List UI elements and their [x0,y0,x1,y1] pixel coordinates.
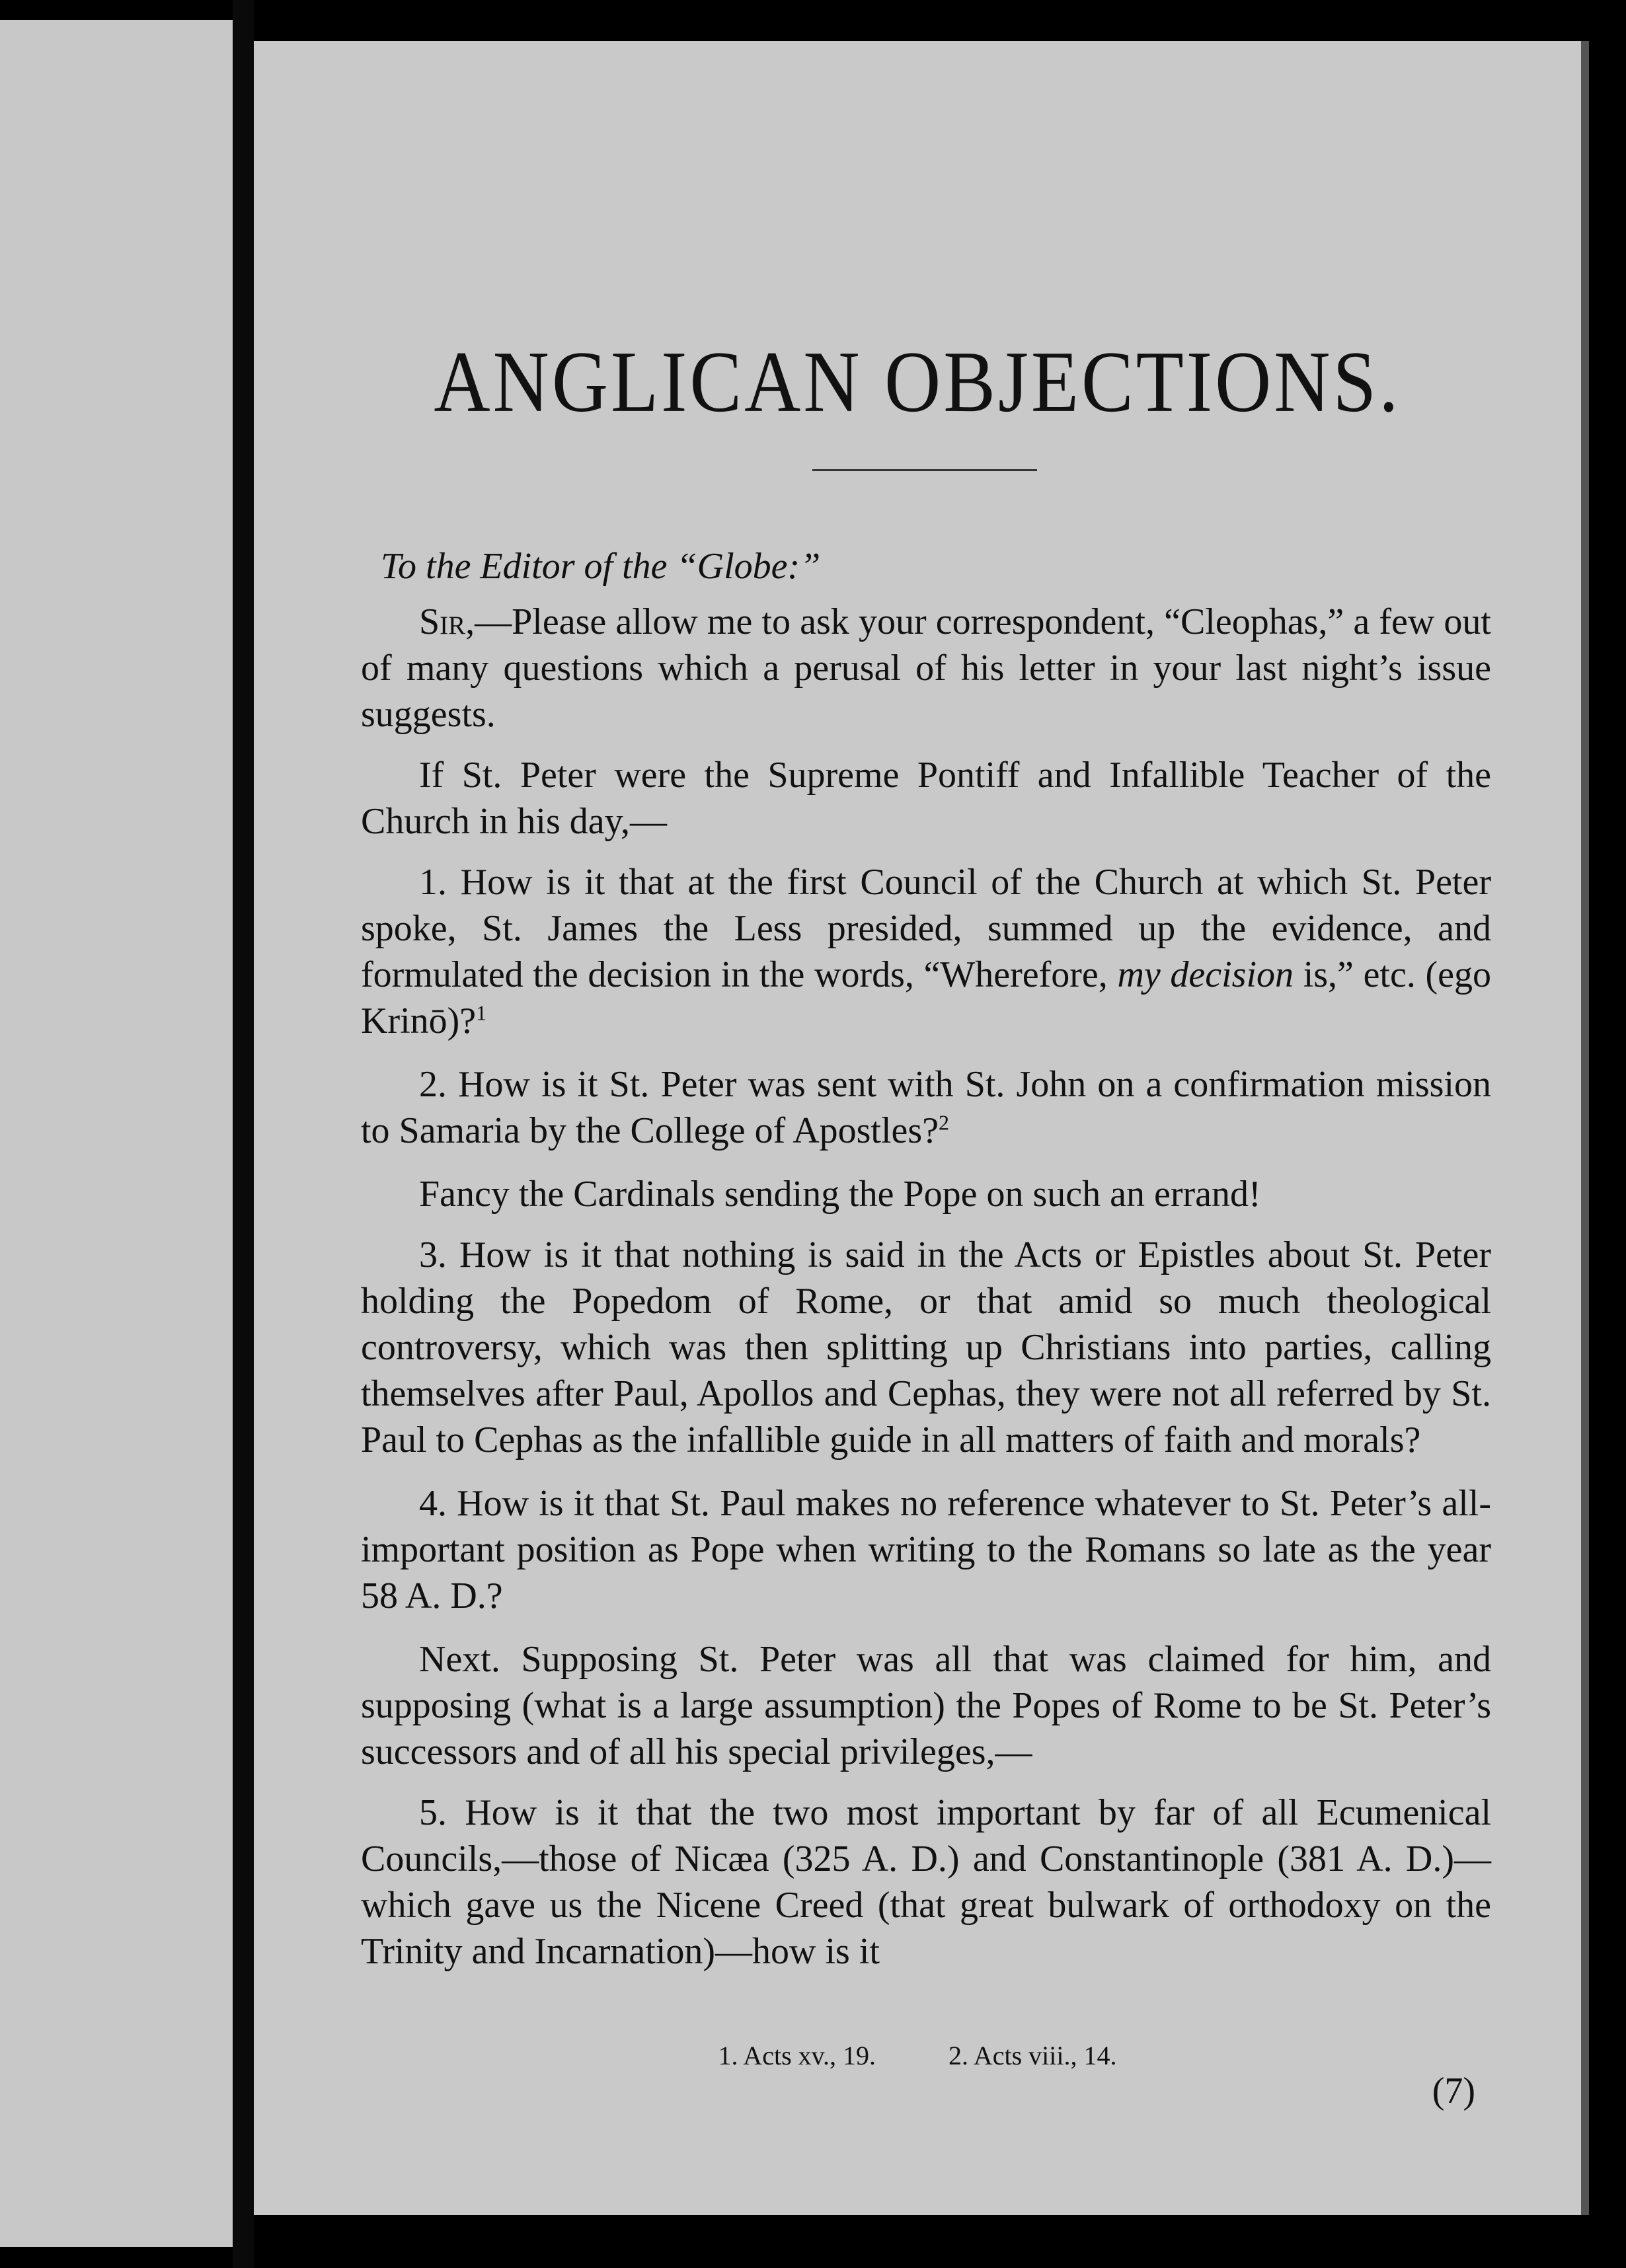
paragraph-premise: If St. Peter were the Supreme Pontiff and Infallible Teacher of the Church in his day,— [361,755,1491,842]
question-1 [361,859,1491,1044]
page-title: ANGLICAN OBJECTIONS. [434,333,1401,430]
question-1-italic: my decision [1117,954,1294,995]
salutation: To the Editor of the “Globe:” [381,546,821,587]
footnote-2: 2. Acts viii., 14. [948,2041,1117,2070]
letter-body [361,543,1491,1992]
document-page [254,41,1589,2215]
question-5: 5. How is it that the two most important by far of all Ecumenical Councils,—those of Nicæa (325 A. D.) and Constantinople (381 A. D.)—which gave us the Nicene Creed (that great bulwark of orthodoxy on the Trinity and Incarnation)—how is it [361,1792,1491,1972]
facing-page [0,20,233,2247]
question-4: 4. How is it that St. Paul makes no reference whatever to St. Peter’s all-important position as Pope when writing to the Romans so late as the year 58 A. D.? [361,1483,1491,1616]
footnotes [254,2040,1581,2071]
opening-text: —Please allow me to ask your correspondent, “Cleophas,” a few out of many questions which a perusal of his letter in your last night’s issue suggests. [361,601,1491,735]
page-number: (7) [1432,2070,1475,2111]
title-rule [812,469,1037,471]
book-gutter [233,0,254,2268]
question-2-text: 2. How is it St. Peter was sent with St. John on a confirmation mission to Samaria by the College of Apostles? [361,1064,1491,1151]
footnote-ref-1[interactable]: 1 [476,1001,487,1025]
opening-lead: Sir, [419,601,475,642]
footnote-ref-2[interactable]: 2 [939,1110,950,1135]
question-2 [361,1061,1491,1154]
footnote-1: 1. Acts xv., 19. [718,2041,876,2070]
paragraph-next: Next. Supposing St. Peter was all that was claimed for him, and supposing (what is a large assumption) the Popes of Rome to be St. Peter’s successors and of all his special privileges,— [361,1639,1491,1772]
question-1-text: 1. How is it that at the first Council of the Church at which St. Peter spoke, St. James the Less presided, summed up the evidence, and formulated the decision in the words, “Wherefore, [361,862,1491,995]
question-1-after: is,” etc. (ego Krinō)? [361,954,1492,1041]
paragraph-fancy: Fancy the Cardinals sending the Pope on such an errand! [419,1174,1261,1215]
question-3: 3. How is it that nothing is said in the Acts or Epistles about St. Peter holding the Popedom of Rome, or that amid so much theological controversy, which was then splitting up Christians into parties, calling themselves after Paul, Apollos and Cephas, they were not all referred by St. Paul to Cephas as the infallible guide in all matters of faith and morals? [361,1234,1491,1460]
paragraph-opening [361,599,1491,737]
